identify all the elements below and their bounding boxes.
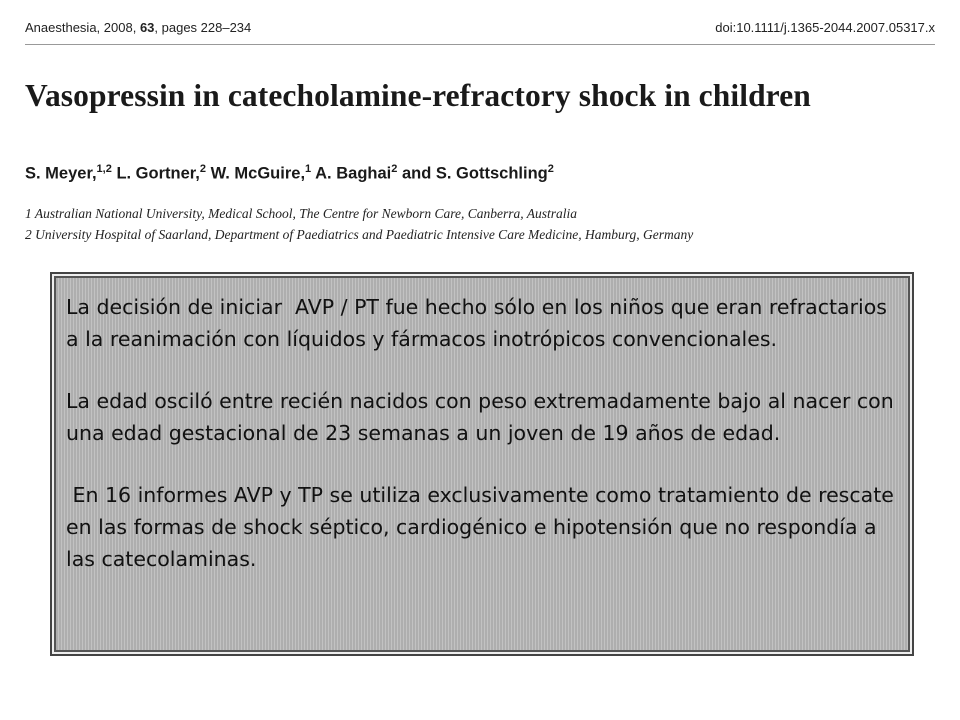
paragraph-spacer — [66, 449, 906, 479]
affiliation-1: 1 Australian National University, Medical School, The Centre for Newborn Care, Canberra, Australia — [25, 206, 577, 221]
journal-prefix: Anaesthesia, 2008, — [25, 20, 137, 35]
author-affil-mark: 1,2 — [96, 163, 112, 175]
pages: , pages 228–234 — [154, 20, 252, 35]
author-affil-mark: 2 — [391, 163, 398, 175]
author: W. McGuire, — [210, 164, 306, 183]
summary-paragraph-3: En 16 informes AVP y TP se utiliza exclusivamente como tratamiento de rescate en las formas de shock séptico, cardiogénico e hipotensión que no respondía a las catecolaminas. — [66, 483, 901, 571]
volume: 63 — [139, 20, 155, 35]
doi: doi:10.1111/j.1365-2044.2007.05317.x — [715, 20, 935, 35]
author-list — [25, 163, 554, 184]
citation — [25, 20, 251, 35]
author: and S. Gottschling — [401, 164, 548, 183]
author-affil-mark: 1 — [305, 163, 312, 175]
paragraph-spacer — [66, 355, 906, 385]
article-title: Vasopressin in catecholamine-refractory shock in children — [25, 78, 811, 113]
author-affil-mark: 2 — [547, 163, 554, 175]
affiliation-2: 2 University Hospital of Saarland, Department of Paediatrics and Paediatric Intensive Care Medicine, Hamburg, Germany — [25, 227, 694, 242]
author: L. Gortner, — [116, 164, 200, 183]
summary-paragraph-1: La decisión de iniciar AVP / PT fue hecho sólo en los niños que eran refractarios a la reanimación con líquidos y fármacos inotrópicos convencionales. — [66, 295, 894, 351]
header-rule — [25, 44, 935, 45]
author-affil-mark: 2 — [199, 163, 206, 175]
summary-text — [66, 291, 906, 575]
summary-paragraph-2: La edad osciló entre recién nacidos con peso extremadamente bajo al nacer con una edad gestacional de 23 semanas a un joven de 19 años de edad. — [66, 389, 901, 445]
running-header — [25, 20, 935, 35]
author: S. Meyer, — [25, 164, 97, 183]
author: A. Baghai — [315, 164, 392, 183]
